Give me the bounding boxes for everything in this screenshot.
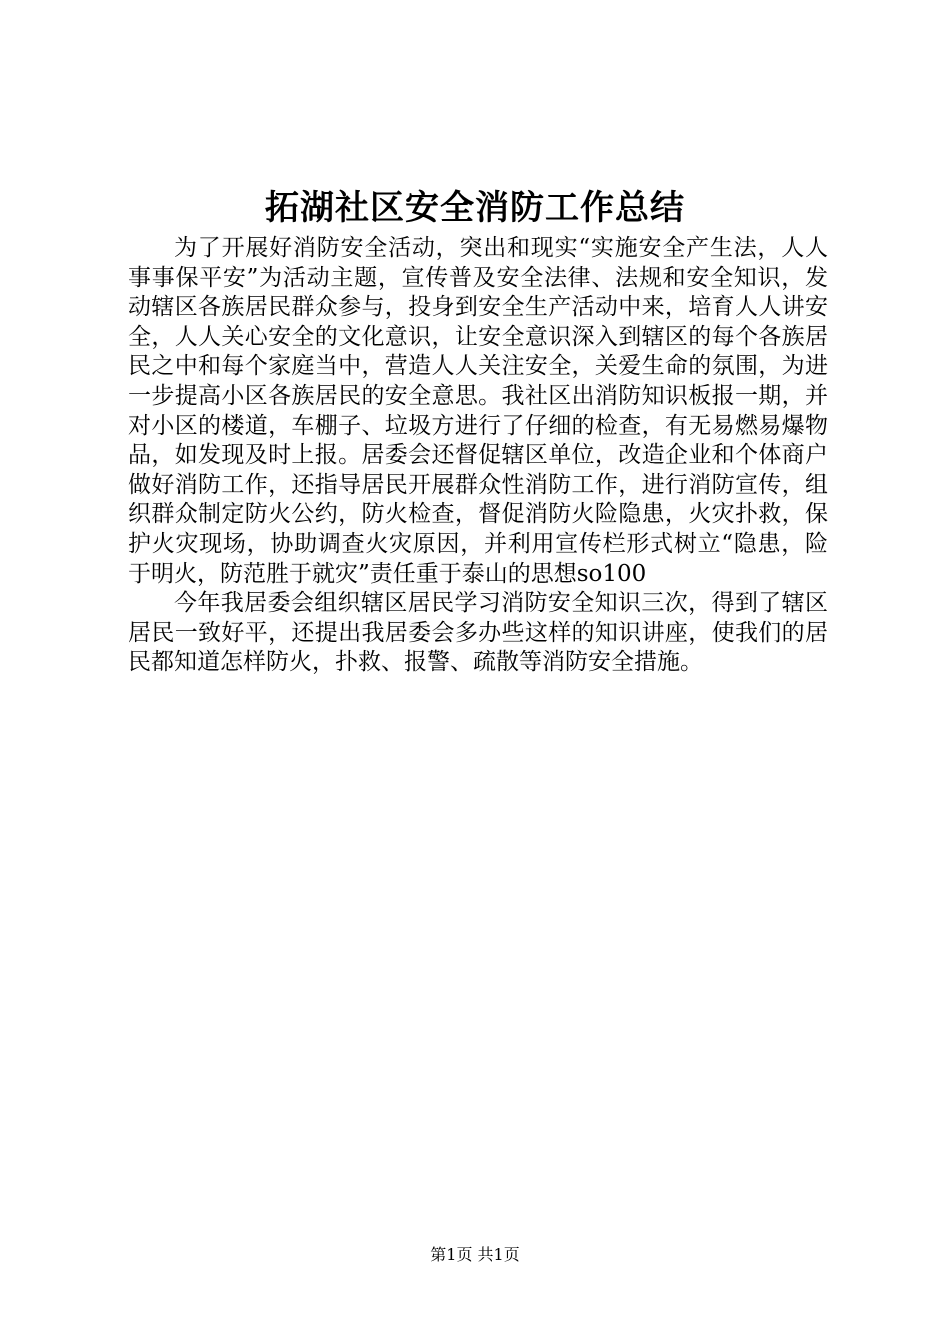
paragraph-2: 今年我居委会组织辖区居民学习消防安全知识三次，得到了辖区居民一致好平，还提出我居委会多办些这样的知识讲座，使我们的居民都知道怎样防火，扑救、报警、疏散等消防安全措施。 xyxy=(128,590,828,676)
document-title: 拓湖社区安全消防工作总结 xyxy=(265,188,685,228)
page-footer: 第1页 共1页 xyxy=(430,1245,520,1264)
paragraph-1: 为了开展好消防安全活动，突出和现实“实施安全产生法，人人事事保平安”为活动主题，宣传普及安全法律、法规和安全知识，发动辖区各族居民群众参与，投身到安全生产活动中来，培育人人讲安全，人人关心安全的文化意识，让安全意识深入到辖区的每个各族居民之中和每个家庭当中，营造人人关注安全，关爱生命的氛围，为进一步提高小区各族居民的安全意思。我社区出消防知识板报一期，并对小区的楼道，车棚子、垃圾方进行了仔细的检查，有无易燃易爆物品，如发现及时上报。居委会还督促辖区单位，改造企业和个体商户做好消防工作，还指导居民开展群众性消防工作，进行消防宣传，组织群众制定防火公约，防火检查，督促消防火险隐患，火灾扑救，保护火灾现场，协助调查火灾原因，并利用宣传栏形式树立“隐患，险于明火，防范胜于就灾”责任重于泰山的思想so100 xyxy=(128,235,828,587)
document-body xyxy=(128,234,828,678)
